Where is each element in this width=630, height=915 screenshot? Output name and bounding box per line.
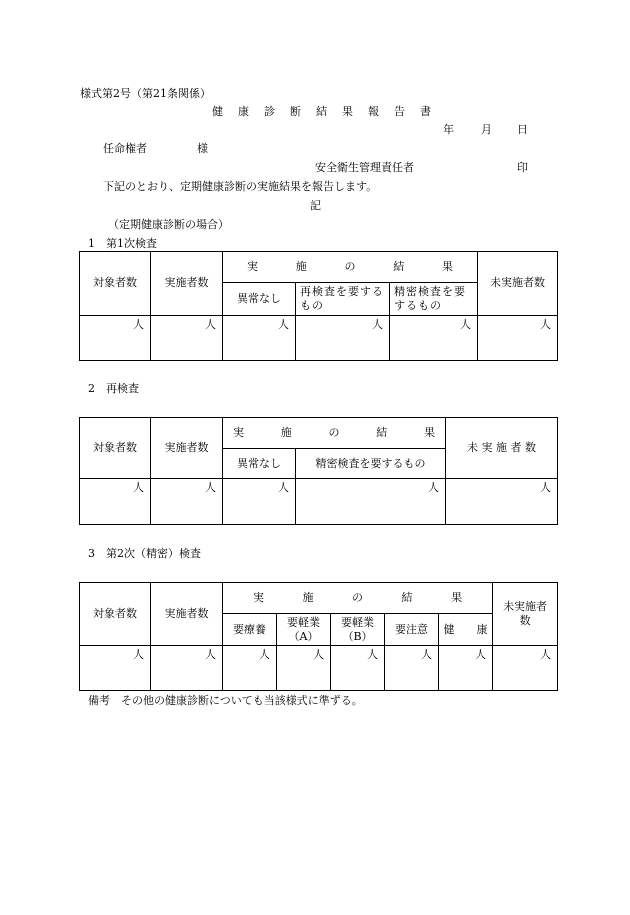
date-month: 月 <box>481 123 492 136</box>
unit-cell: 人 <box>151 479 223 525</box>
result-header <box>223 418 446 449</box>
section2-heading: 2 再検査 <box>88 382 139 395</box>
col-light-a: 要軽業（A） <box>277 614 331 646</box>
result-char: 果 <box>451 591 463 605</box>
col-recheck: 再検査を要するもの <box>296 283 390 316</box>
col-treatment: 要療養 <box>223 614 277 646</box>
unit-cell: 人 <box>223 315 296 360</box>
result-char: 結 <box>376 426 388 440</box>
col-done: 実施者数 <box>151 583 223 646</box>
result-char: 施 <box>295 260 307 274</box>
ki-mark: 記 <box>310 199 321 212</box>
result-header <box>223 252 478 283</box>
col-not-done: 未 実 施 者 数 <box>446 418 558 479</box>
col-detailed: 精密検査を要するもの <box>390 283 478 316</box>
section3-heading: 3 第2次（精密）検査 <box>88 547 201 560</box>
manager-label: 安全衛生管理責任者 <box>315 161 414 174</box>
case-note: （定期健康診断の場合） <box>108 218 229 231</box>
unit-cell: 人 <box>493 646 558 691</box>
date-year: 年 <box>443 123 454 136</box>
unit-cell: 人 <box>331 646 385 691</box>
col-caution: 要注意 <box>385 614 439 646</box>
unit-cell: 人 <box>80 646 151 691</box>
result-char: 結 <box>393 260 405 274</box>
col-done: 実施者数 <box>151 252 223 316</box>
col-done: 実施者数 <box>151 418 223 479</box>
result-char: の <box>344 260 356 274</box>
page-title: 健 康 診 断 結 果 報 告 書 <box>212 105 433 118</box>
result-char: 実 <box>233 426 244 440</box>
unit-cell: 人 <box>296 315 390 360</box>
section1-heading: 1 第1次検査 <box>88 237 157 250</box>
result-char: の <box>352 591 364 605</box>
unit-cell: 人 <box>80 479 151 525</box>
col-light-b: 要軽業（B） <box>331 614 385 646</box>
result-char: 実 <box>253 591 264 605</box>
unit-cell: 人 <box>439 646 493 691</box>
col-not-done: 未実施者数 <box>478 252 558 316</box>
result-char: 果 <box>442 260 453 274</box>
col-target: 対象者数 <box>80 583 151 646</box>
unit-cell: 人 <box>296 479 446 525</box>
appointer-honorific: 様 <box>197 142 208 155</box>
remark: 備考 その他の健康診断についても当該様式に準ずる。 <box>88 694 363 707</box>
section3-table <box>79 582 558 691</box>
result-char: 施 <box>280 426 292 440</box>
col-normal: 異常なし <box>223 449 296 479</box>
result-char: の <box>328 426 340 440</box>
unit-cell: 人 <box>390 315 478 360</box>
result-header <box>223 583 493 614</box>
form-label: 様式第2号（第21条関係） <box>80 87 211 100</box>
unit-cell: 人 <box>151 646 223 691</box>
result-char: 果 <box>424 426 435 440</box>
col-target: 対象者数 <box>80 252 151 316</box>
unit-cell: 人 <box>151 315 223 360</box>
unit-cell: 人 <box>223 646 277 691</box>
col-detailed: 精密検査を要するもの <box>296 449 446 479</box>
result-char: 施 <box>302 591 314 605</box>
unit-cell: 人 <box>478 315 558 360</box>
col-not-done: 未実施者数 <box>493 583 558 646</box>
seal-mark: 印 <box>517 161 528 174</box>
result-char: 結 <box>401 591 413 605</box>
col-target: 対象者数 <box>80 418 151 479</box>
date-day: 日 <box>517 123 528 136</box>
appointer-label: 任命権者 <box>103 142 147 155</box>
unit-cell: 人 <box>277 646 331 691</box>
unit-cell: 人 <box>80 315 151 360</box>
unit-cell: 人 <box>446 479 558 525</box>
col-healthy: 健 康 <box>439 614 493 646</box>
section2-table <box>79 417 558 525</box>
section1-table <box>79 251 558 361</box>
unit-cell: 人 <box>223 479 296 525</box>
intro-text: 下記のとおり、定期健康診断の実施結果を報告します。 <box>103 180 378 193</box>
result-char: 実 <box>247 260 258 274</box>
col-normal: 異常なし <box>223 283 296 316</box>
unit-cell: 人 <box>385 646 439 691</box>
